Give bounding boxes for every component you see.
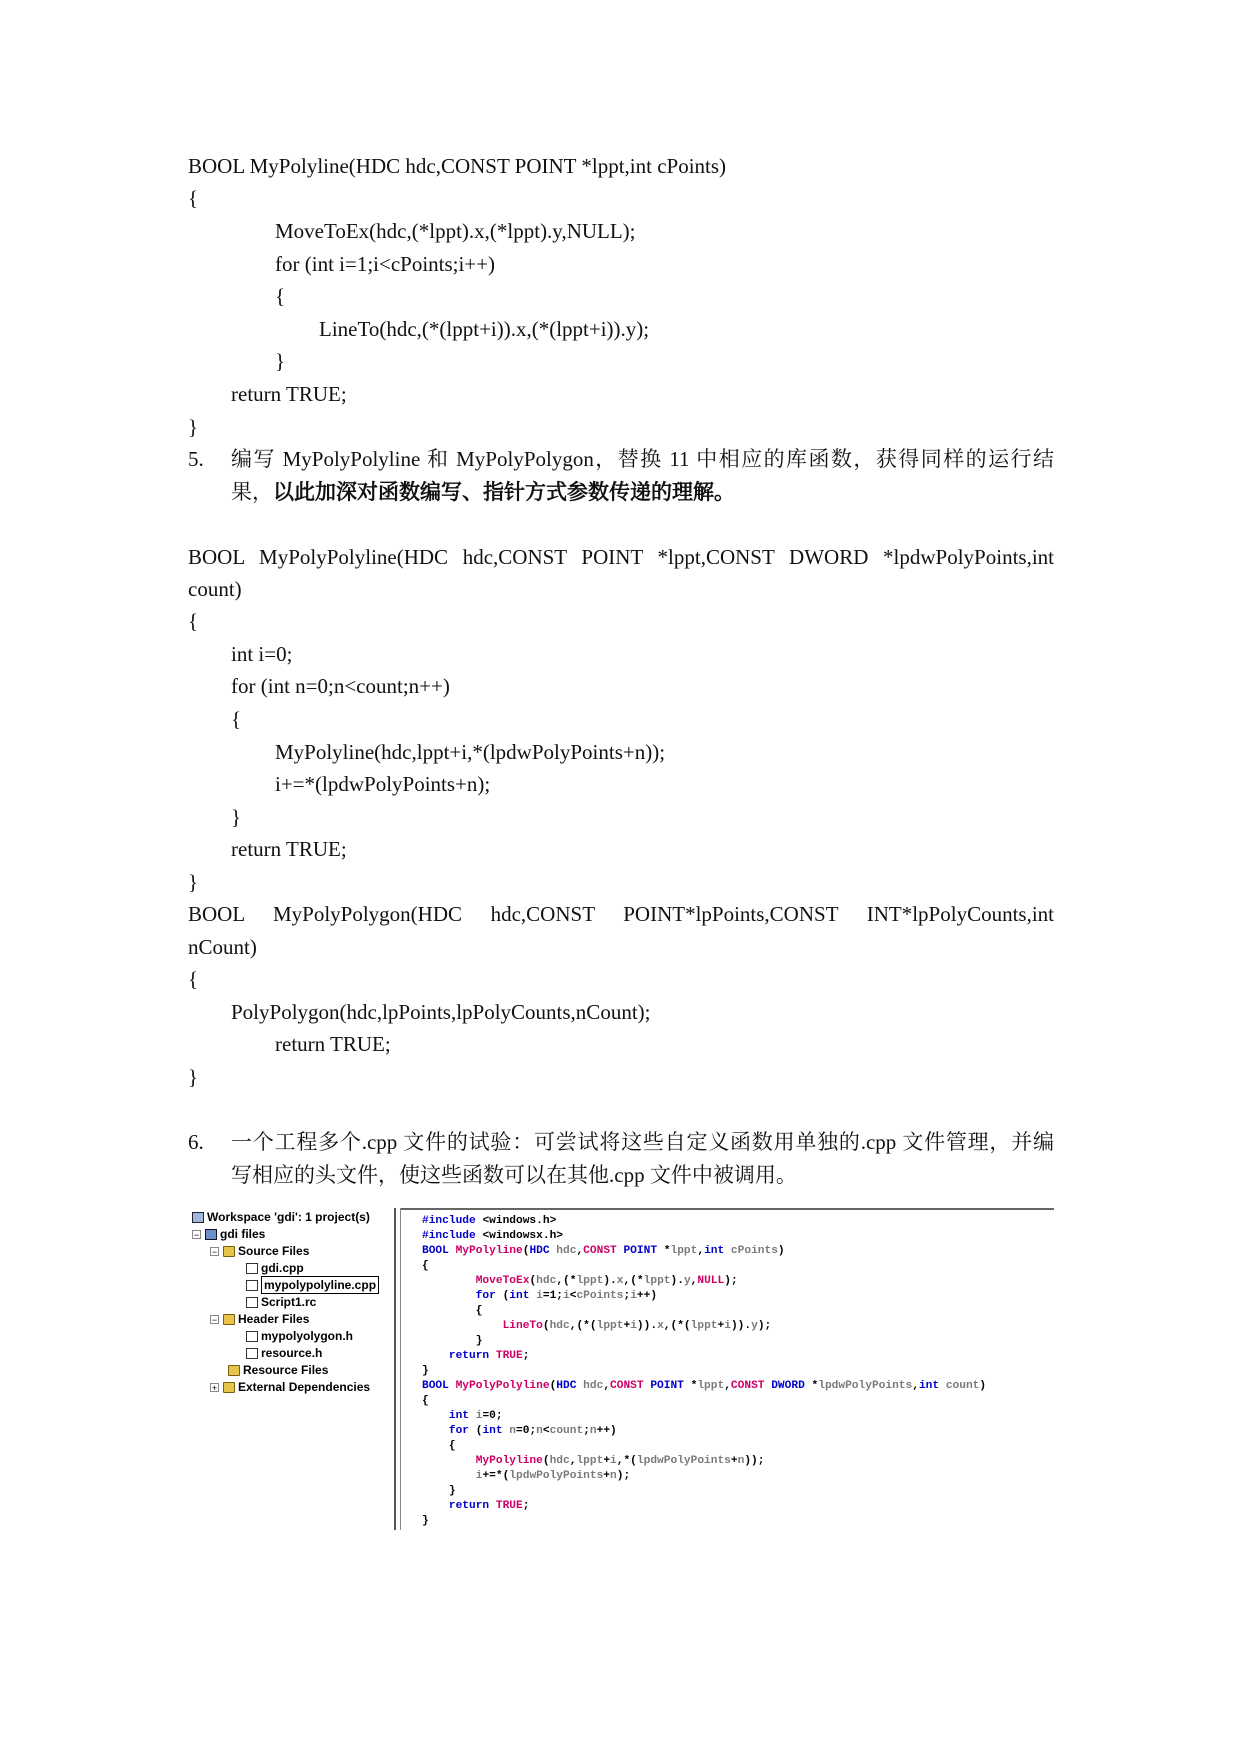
tree-folder-header[interactable]: − Header Files — [211, 1312, 310, 1326]
code-token: MyPolyline — [475, 1455, 543, 1467]
editor-top-border — [401, 1208, 1054, 1210]
tree-workspace[interactable]: Workspace 'gdi': 1 project(s) — [192, 1209, 370, 1225]
code-token: count — [549, 1425, 584, 1437]
code-token: LineTo — [502, 1320, 543, 1332]
code-token: lpdwPolyPoints — [509, 1470, 604, 1482]
code-token: MyPolyPolyline — [455, 1380, 550, 1392]
code-token: DWORD — [771, 1380, 812, 1392]
list-number: 6. — [188, 1130, 204, 1154]
code-token: BOOL — [422, 1380, 456, 1392]
code-token — [422, 1470, 476, 1482]
code-line: } — [188, 1065, 199, 1089]
code-token: ) — [777, 1245, 785, 1257]
code-token: ,(*( — [569, 1320, 597, 1332]
editor-code-line — [422, 1379, 986, 1394]
code-line: return TRUE; — [231, 837, 347, 861]
code-token: MyPolyline — [455, 1245, 523, 1257]
code-line: return TRUE; — [231, 382, 347, 406]
code-token: CONST — [730, 1380, 772, 1392]
workspace-tree — [188, 1208, 394, 1530]
code-line: int i=0; — [231, 642, 293, 666]
code-token: CONST — [583, 1245, 624, 1257]
code-editor[interactable] — [422, 1214, 986, 1529]
code-token: TRUE — [495, 1500, 523, 1512]
code-token: ++) — [596, 1425, 617, 1437]
code-token: lppt — [596, 1320, 624, 1332]
code-token: ). — [670, 1275, 684, 1287]
code-token: lppt — [643, 1275, 671, 1287]
code-token: =0; — [516, 1425, 537, 1437]
code-token: POINT — [650, 1380, 691, 1392]
code-token — [422, 1290, 476, 1302]
code-token: i — [475, 1470, 483, 1482]
code-token: lpdwPolyPoints — [818, 1380, 913, 1392]
code-line: PolyPolygon(hdc,lpPoints,lpPolyCounts,nCount); — [231, 1000, 651, 1024]
code-token: i — [475, 1410, 483, 1422]
file-icon — [246, 1297, 258, 1308]
code-token: , — [603, 1380, 611, 1392]
tree-file[interactable]: Script1.rc — [246, 1294, 316, 1310]
tree-file-selected[interactable]: mypolypolyline.cpp — [246, 1277, 379, 1293]
code-token: int — [448, 1410, 476, 1422]
code-line: nCount) — [188, 935, 257, 959]
editor-code-line — [422, 1409, 986, 1424]
code-token: ,(* — [556, 1275, 577, 1287]
code-line: { — [188, 186, 199, 210]
code-token: ++) — [636, 1290, 658, 1302]
code-token: int — [704, 1245, 731, 1257]
code-token: NULL — [697, 1275, 725, 1287]
code-token: int — [918, 1380, 946, 1392]
code-token: hdc — [536, 1275, 557, 1287]
editor-code-line — [422, 1454, 986, 1469]
code-token: ( — [502, 1290, 510, 1302]
editor-code-line — [422, 1484, 986, 1499]
code-token: } — [422, 1485, 456, 1497]
tree-file[interactable]: mypolyolygon.h — [246, 1328, 353, 1344]
code-token: ; — [522, 1350, 530, 1362]
code-token: x — [657, 1320, 664, 1332]
code-token: TRUE — [495, 1350, 523, 1362]
code-token: )). — [636, 1320, 658, 1332]
tree-folder-source[interactable]: − Source Files — [211, 1244, 310, 1258]
code-token: hdc — [549, 1320, 570, 1332]
code-token: ( — [475, 1425, 483, 1437]
code-token: int — [509, 1290, 537, 1302]
expand-icon[interactable]: + — [211, 1382, 218, 1393]
code-token: CONST — [610, 1380, 651, 1392]
code-token: ; — [583, 1425, 590, 1437]
code-line: { — [231, 707, 242, 731]
code-token: =0; — [482, 1410, 503, 1422]
editor-code-line — [422, 1334, 986, 1349]
tree-project[interactable]: − gdi files — [193, 1227, 266, 1241]
code-token: i — [724, 1320, 731, 1332]
code-token: lppt — [576, 1275, 604, 1287]
editor-code-line — [422, 1244, 986, 1259]
code-token: < — [542, 1425, 550, 1437]
splitter-edge — [400, 1208, 401, 1530]
editor-code-line — [422, 1289, 986, 1304]
code-token: #include — [422, 1230, 483, 1242]
splitter[interactable] — [394, 1208, 396, 1530]
code-line: } — [188, 415, 199, 439]
code-token: for — [475, 1290, 503, 1302]
code-token: + — [623, 1320, 631, 1332]
header-file-icon — [246, 1348, 258, 1359]
code-token: lppt — [670, 1245, 698, 1257]
editor-code-line — [422, 1304, 986, 1319]
code-token: i — [563, 1290, 570, 1302]
code-line: { — [188, 967, 199, 991]
item6-line2: 写相应的头文件，使这些函数可以在其他.cpp 文件中被调用。 — [231, 1163, 797, 1187]
list-number: 5. — [188, 447, 204, 471]
code-token: =1; — [542, 1290, 564, 1302]
code-token: n — [610, 1470, 617, 1482]
code-token: BOOL — [422, 1245, 456, 1257]
editor-code-line — [422, 1499, 986, 1514]
code-token: i — [630, 1290, 637, 1302]
code-token: ,(*( — [663, 1320, 691, 1332]
item6-line1: 一个工程多个.cpp 文件的试验：可尝试将这些自定义函数用单独的.cpp 文件管理，并编 — [231, 1130, 1054, 1154]
code-token: MoveToEx — [475, 1275, 530, 1287]
code-token: )); — [744, 1455, 765, 1467]
code-token: i — [630, 1320, 637, 1332]
editor-code-line — [422, 1229, 986, 1244]
code-line: } — [275, 349, 286, 373]
code-signature: BOOL MyPolyPolygon(HDC hdc,CONST POINT*lpPoints,CONST INT*lpPolyCounts,int — [188, 902, 1054, 926]
code-token: cPoints — [576, 1290, 624, 1302]
code-token: for — [448, 1425, 476, 1437]
code-line: BOOL MyPolyline(HDC hdc,CONST POINT *lppt,int cPoints) — [188, 154, 727, 178]
code-line: count) — [188, 577, 242, 601]
editor-code-line — [422, 1364, 986, 1379]
code-token: * — [811, 1380, 819, 1392]
code-token — [422, 1320, 503, 1332]
code-token: , — [576, 1245, 584, 1257]
code-token: ; — [623, 1290, 631, 1302]
tree-file[interactable]: resource.h — [246, 1345, 322, 1361]
code-token: hdc — [549, 1455, 570, 1467]
editor-code-line — [422, 1469, 986, 1484]
code-token: return — [448, 1350, 496, 1362]
code-token: ; — [522, 1500, 530, 1512]
code-token: ( — [549, 1380, 557, 1392]
code-line: MoveToEx(hdc,(*lppt).x,(*lppt).y,NULL); — [275, 219, 636, 243]
code-line: LineTo(hdc,(*(lppt+i)).x,(*(lppt+i)).y); — [319, 317, 650, 341]
editor-code-line — [422, 1319, 986, 1334]
project-icon — [205, 1229, 217, 1240]
code-token: i — [536, 1290, 543, 1302]
code-token: { — [422, 1395, 429, 1407]
code-line: { — [275, 284, 286, 308]
code-token: return — [448, 1500, 496, 1512]
code-token: n — [737, 1455, 745, 1467]
code-token: POINT — [623, 1245, 664, 1257]
code-token: + — [730, 1455, 738, 1467]
tree-folder-resource[interactable]: Resource Files — [228, 1362, 328, 1378]
editor-code-line — [422, 1424, 986, 1439]
code-token: { — [422, 1305, 483, 1317]
code-line: i+=*(lpdwPolyPoints+n); — [275, 772, 491, 796]
code-token — [422, 1350, 449, 1362]
editor-code-line — [422, 1514, 986, 1529]
ide-screenshot — [188, 1208, 1054, 1530]
code-token: ( — [542, 1455, 550, 1467]
editor-code-line — [422, 1439, 986, 1454]
code-line: return TRUE; — [275, 1032, 391, 1056]
code-token: HDC — [556, 1380, 584, 1392]
folder-icon — [228, 1365, 240, 1376]
collapse-icon[interactable]: − — [211, 1246, 218, 1257]
code-token: cPoints — [730, 1245, 778, 1257]
code-token: + — [717, 1320, 725, 1332]
file-icon — [246, 1280, 258, 1291]
code-token: * — [690, 1380, 698, 1392]
code-token: + — [603, 1455, 611, 1467]
code-token: <windowsx.h> — [482, 1230, 564, 1242]
tree-file[interactable]: gdi.cpp — [246, 1260, 304, 1276]
item5-line2: 果，以此加深对函数编写、指针方式参数传递的理解。 — [231, 480, 735, 504]
editor-code-line — [422, 1394, 986, 1409]
code-token: y — [683, 1275, 691, 1287]
code-token: * — [663, 1245, 671, 1257]
code-token: i — [610, 1455, 617, 1467]
code-token — [422, 1410, 449, 1422]
code-token: { — [422, 1260, 429, 1272]
code-token: ,(* — [623, 1275, 644, 1287]
header-file-icon — [246, 1331, 258, 1342]
code-line: } — [231, 805, 242, 829]
workspace-icon — [192, 1212, 204, 1223]
code-token: , — [690, 1275, 698, 1287]
code-token: +=*( — [482, 1470, 510, 1482]
code-token — [422, 1425, 449, 1437]
editor-code-line — [422, 1214, 986, 1229]
code-token: < — [569, 1290, 577, 1302]
item5-line1: 编写 MyPolyPolyline 和 MyPolyPolygon，替换 11 中相应的库函数，获得同样的运行结 — [231, 447, 1054, 471]
code-token: hdc — [583, 1380, 604, 1392]
code-token: ); — [757, 1320, 772, 1332]
code-token: } — [422, 1335, 483, 1347]
editor-code-line — [422, 1274, 986, 1289]
code-token: ,*( — [616, 1455, 637, 1467]
code-token: + — [603, 1470, 611, 1482]
code-token: ); — [724, 1275, 738, 1287]
code-token: )). — [730, 1320, 752, 1332]
code-token: y — [751, 1320, 758, 1332]
code-line: { — [188, 609, 199, 633]
code-token — [422, 1275, 476, 1287]
code-token: lppt — [697, 1380, 725, 1392]
code-token: } — [422, 1515, 429, 1527]
editor-code-line — [422, 1259, 986, 1274]
collapse-icon[interactable]: − — [193, 1229, 200, 1240]
code-token: ( — [529, 1275, 537, 1287]
code-token: HDC — [529, 1245, 557, 1257]
folder-icon — [223, 1382, 235, 1393]
code-line: MyPolyline(hdc,lppt+i,*(lpdwPolyPoints+n)); — [275, 740, 666, 764]
code-line: } — [188, 870, 199, 894]
code-token: , — [912, 1380, 919, 1392]
code-token: { — [422, 1440, 456, 1452]
code-token: } — [422, 1365, 429, 1377]
code-token: int — [482, 1425, 510, 1437]
code-token: ( — [522, 1245, 530, 1257]
code-token: lppt — [576, 1455, 604, 1467]
code-token: count — [945, 1380, 980, 1392]
code-token: x — [616, 1275, 624, 1287]
code-token: ( — [542, 1320, 550, 1332]
code-token: #include — [422, 1215, 483, 1227]
code-token — [422, 1455, 476, 1467]
collapse-icon[interactable]: − — [211, 1314, 218, 1325]
code-token: lpdwPolyPoints — [636, 1455, 731, 1467]
code-token: n — [536, 1425, 543, 1437]
editor-code-line — [422, 1349, 986, 1364]
file-icon — [246, 1263, 258, 1274]
code-token: n — [509, 1425, 517, 1437]
code-token: lppt — [690, 1320, 718, 1332]
code-token: <windows.h> — [482, 1215, 557, 1227]
code-line: for (int n=0;n<count;n++) — [231, 674, 450, 698]
code-token: ) — [979, 1380, 987, 1392]
code-signature: BOOL MyPolyPolyline(HDC hdc,CONST POINT *lppt,CONST DWORD *lpdwPolyPoints,int — [188, 545, 1054, 569]
code-token: ); — [616, 1470, 631, 1482]
code-token: , — [724, 1380, 731, 1392]
tree-folder-external[interactable]: + External Dependencies — [211, 1380, 371, 1394]
code-token: , — [697, 1245, 705, 1257]
folder-icon — [223, 1314, 235, 1325]
code-line: for (int i=1;i<cPoints;i++) — [275, 252, 496, 276]
code-token: hdc — [556, 1245, 577, 1257]
folder-icon — [223, 1246, 235, 1257]
code-token — [422, 1500, 449, 1512]
code-token: ). — [603, 1275, 617, 1287]
code-token: , — [569, 1455, 577, 1467]
code-token: n — [589, 1425, 597, 1437]
